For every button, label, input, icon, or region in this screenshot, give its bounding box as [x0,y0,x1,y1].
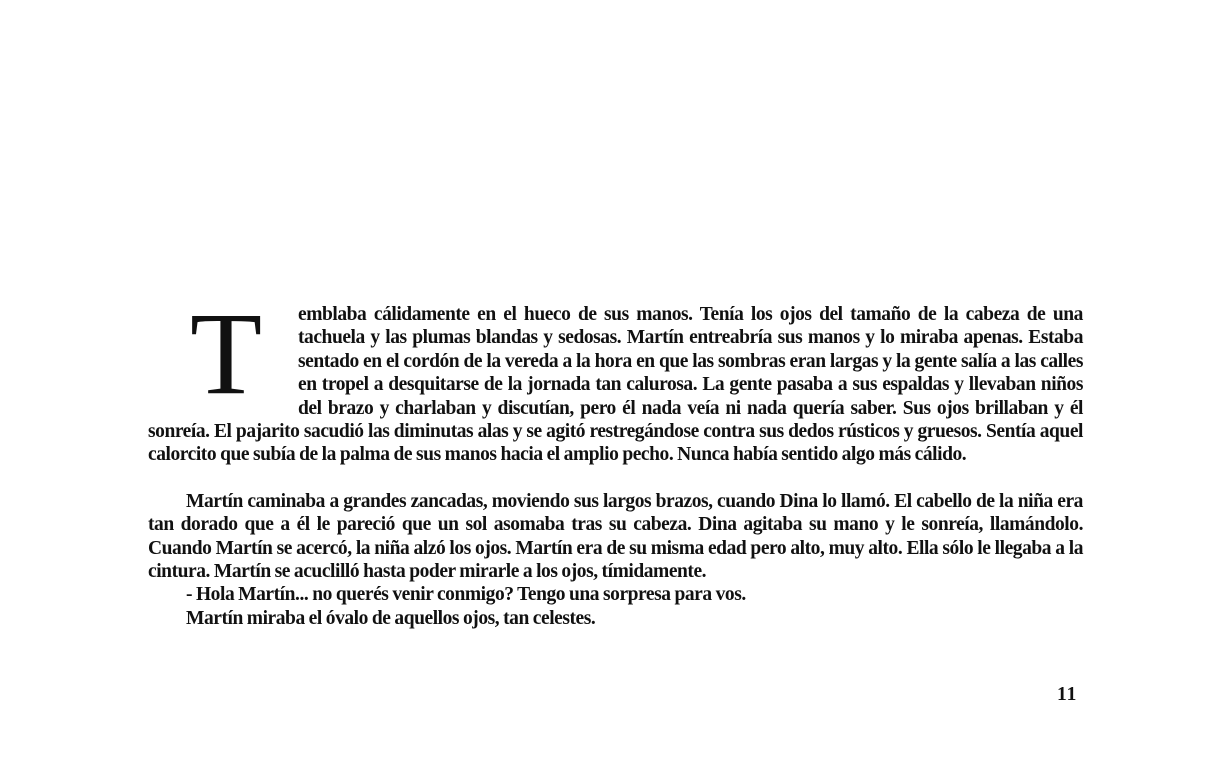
page-number: 11 [1057,684,1078,705]
closing-line: Martín miraba el óvalo de aquellos ojos, tan celestes. [186,607,596,629]
drop-cap: T [189,288,263,419]
opening-paragraph-text: emblaba cálidamente en el hueco de sus manos. Tenía los ojos del tamaño de la cabeza de una tachuela y las plumas blandas y sedosas. Martín entreabría sus manos y lo miraba apenas. Estaba sentado en el cordón de la vereda a la hora en que las sombras eran largas y la gente salía a las calles en tropel a desquitarse de la jornada tan calurosa. La gente pasaba a sus espaldas y llevaban niños del brazo y charlaban y discutían, pero él nada veía ni nada quería saber. Sus ojos brillaban y él sonreía. El pajarito sacudió las diminutas alas y se agitó restregándose contra sus dedos rústicos y gruesos. Sentía aquel calorcito que subía de la palma de sus manos hacia el amplio pecho. Nunca había sentido algo más cálido. [148,304,1083,466]
opening-paragraph [148,288,1083,467]
dialogue-line: - Hola Martín... no querés venir conmigo? Tengo una sorpresa para vos. [186,584,746,606]
body-text [148,288,1083,630]
second-paragraph: Martín caminaba a grandes zancadas, moviendo sus largos brazos, cuando Dina lo llamó. El cabello de la niña era tan dorado que a él le pareció que un sol asomaba tras su cabeza. Dina agitaba su mano y le sonreía, llamándolo. Cuando Martín se acercó, la niña alzó los ojos. Martín era de su misma edad pero alto, muy alto. Ella sólo le llegaba a la cintura. Martín se acuclilló hasta poder mirarle a los ojos, tímidamente. [148,490,1083,583]
